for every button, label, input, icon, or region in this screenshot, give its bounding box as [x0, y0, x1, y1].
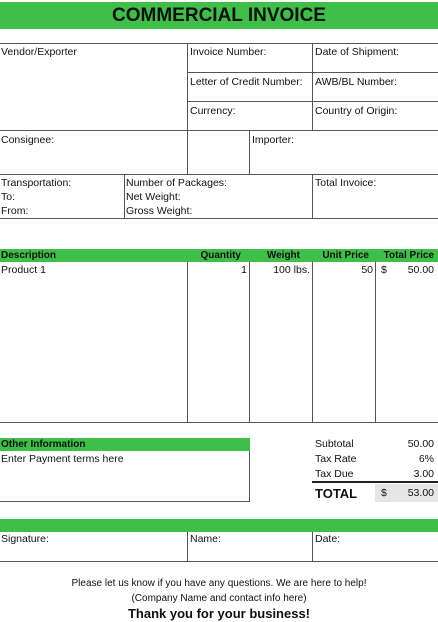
subtotal-value: 50.00: [407, 438, 434, 450]
gross-weight-label: Gross Weight:: [126, 205, 193, 217]
header-vline-b: [312, 43, 313, 130]
items-vline-1: [187, 262, 188, 422]
page-title: COMMERCIAL INVOICE: [112, 5, 326, 26]
col-unit-price: Unit Price: [322, 250, 369, 261]
total-label: TOTAL: [315, 486, 358, 501]
awb-bl-number-label: AWB/BL Number:: [315, 76, 398, 88]
item-total-price: 50.00: [407, 264, 434, 276]
items-vline-2: [249, 262, 250, 422]
signature-bottom: [0, 561, 438, 562]
header-vline-d: [124, 174, 125, 218]
tax-rate-label: Tax Rate: [315, 453, 357, 465]
consignee-label: Consignee:: [1, 134, 55, 146]
vendor-exporter-label: Vendor/Exporter: [1, 46, 77, 58]
tax-due-label: Tax Due: [315, 468, 354, 480]
country-of-origin-label: Country of Origin:: [315, 105, 398, 117]
header-vline-c: [249, 130, 250, 174]
total-invoice-label: Total Invoice:: [315, 177, 377, 189]
to-label: To:: [1, 191, 16, 203]
col-weight: Weight: [266, 250, 300, 261]
net-weight-label: Net Weight:: [126, 191, 181, 203]
header-vline-a: [187, 43, 188, 174]
signature-bar: [0, 519, 438, 532]
item-weight: 100 lbs.: [273, 264, 310, 276]
items-vline-4: [375, 262, 376, 422]
signature-vline-2: [312, 532, 313, 561]
col-total-price: Total Price: [383, 250, 434, 261]
items-vline-3: [312, 262, 313, 422]
name-label: Name:: [190, 533, 221, 545]
tax-due-value: 3.00: [413, 468, 434, 480]
other-info-label: Other Information: [1, 439, 86, 450]
total-currency: $: [381, 487, 387, 499]
item-unit-price: 50: [361, 264, 373, 276]
header-line-top: [0, 43, 438, 44]
letter-of-credit-label: Letter of Credit Number:: [190, 76, 303, 88]
invoice-number-label: Invoice Number:: [190, 46, 267, 58]
signature-label: Signature:: [1, 533, 49, 545]
item-currency: $: [381, 264, 387, 276]
item-description: Product 1: [1, 264, 46, 276]
items-bottom-line: [0, 422, 438, 423]
header-line-3: [0, 130, 438, 131]
footer-company-info: (Company Name and contact info here): [131, 593, 307, 604]
signature-vline-1: [187, 532, 188, 561]
header-vline-e: [312, 174, 313, 218]
subtotal-label: Subtotal: [315, 438, 354, 450]
other-info-right: [249, 451, 250, 501]
footer-thanks: Thank you for your business!: [127, 606, 311, 621]
summary-divider: [312, 481, 438, 483]
date-of-shipment-label: Date of Shipment:: [315, 46, 400, 58]
col-description: Description: [1, 250, 57, 261]
number-of-packages-label: Number of Packages:: [126, 177, 227, 189]
payment-terms-text[interactable]: Enter Payment terms here: [1, 453, 124, 465]
currency-label: Currency:: [190, 105, 236, 117]
col-quantity: Quantity: [200, 250, 241, 261]
date-label: Date:: [315, 533, 341, 545]
header-line-4: [0, 174, 438, 175]
importer-label: Importer:: [252, 134, 295, 146]
tax-rate-value: 6%: [418, 453, 434, 465]
transportation-label: Transportation:: [1, 177, 72, 189]
total-value: 53.00: [407, 487, 434, 499]
header-line-5: [0, 218, 438, 219]
other-info-bottom: [0, 501, 250, 502]
footer-questions: Please let us know if you have any questions. We are here to help!: [71, 578, 367, 589]
item-quantity: 1: [241, 264, 247, 276]
from-label: From:: [1, 205, 29, 217]
